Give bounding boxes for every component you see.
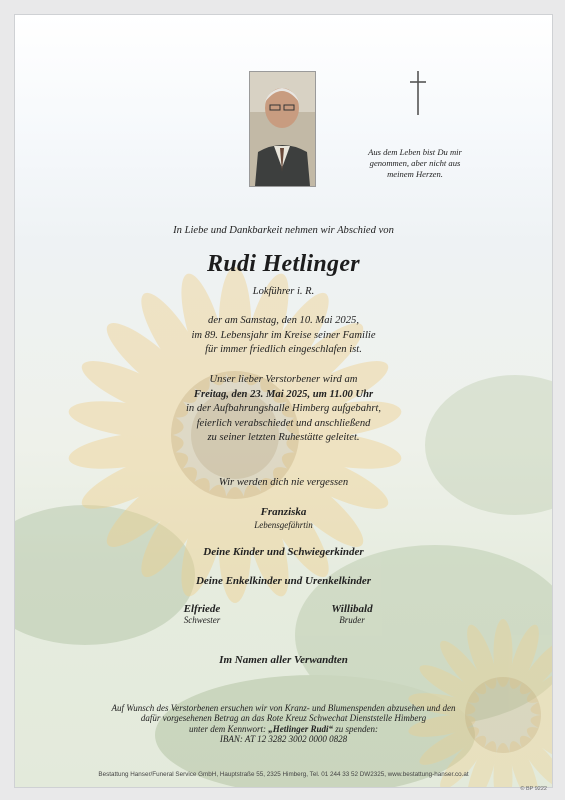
never-forget-text: Wir werden dich nie vergessen	[218, 477, 349, 488]
partner-role: Lebensgefährtin	[254, 520, 313, 530]
deceased-name: Rudi Hetlinger	[207, 251, 360, 277]
funeral-line: zu seiner letzten Ruhestätte geleitet.	[207, 432, 360, 443]
donation-iban: IBAN: AT 12 3282 3002 0000 0828	[219, 733, 348, 744]
obituary-card	[14, 14, 553, 788]
passing-line: der am Samstag, den 10. Mai 2025,	[208, 315, 359, 326]
donation-keyword: „Hetlinger Rudi“	[268, 723, 333, 734]
donation-keyword-label: unter dem Kennwort:	[188, 723, 269, 734]
funeral-line: in der Aufbahrungshalle Himberg aufgebahrt,	[185, 403, 382, 414]
grandchildren-line: Deine Enkelkinder und Urenkelkinder	[195, 575, 372, 587]
document-code: © BP 9222	[520, 786, 547, 792]
passing-line: für immer friedlich eingeschlafen ist.	[205, 344, 362, 355]
intro-text: In Liebe und Dankbarkeit nehmen wir Abschied von	[173, 225, 394, 236]
donation-line: dafür vorgesehenen Betrag an das Rote Kreuz Schwechat Dienststelle Himberg	[140, 713, 427, 724]
sister-name: Elfriede	[183, 603, 221, 615]
sister-role: Schwester	[183, 615, 221, 625]
portrait-photo	[249, 71, 316, 187]
relatives-line: Im Namen aller Verwandten	[219, 654, 348, 666]
deceased-occupation: Lokführer i. R.	[252, 286, 315, 297]
donation-line	[15, 724, 552, 734]
funeral-date: Freitag, den 23. Mai 2025, um 11.00 Uhr	[193, 388, 374, 400]
brother-role: Bruder	[339, 615, 365, 625]
donation-paragraph	[15, 703, 552, 744]
quote-line: meinem Herzen.	[387, 169, 443, 179]
funeral-home-footer: Bestattung Hanser/Funeral Service GmbH, Hauptstraße 55, 2325 Himberg, Tel. 01 244 33 52 DW2325, www.bestattung-hanser.co.at	[98, 771, 469, 778]
passing-line: im 89. Lebensjahr im Kreise seiner Familie	[191, 329, 376, 341]
funeral-line: Unser lieber Verstorbener wird am	[209, 374, 358, 385]
donation-line: Auf Wunsch des Verstorbenen ersuchen wir von Kranz- und Blumenspenden abzusehen und den	[111, 703, 456, 713]
quote-line: Aus dem Leben bist Du mir	[368, 147, 462, 157]
brother-name: Willibald	[331, 603, 373, 615]
funeral-paragraph	[15, 373, 552, 446]
passing-paragraph	[15, 314, 552, 358]
cross-icon	[408, 71, 428, 115]
funeral-line: feierlich verabschiedet und anschließend	[196, 417, 371, 429]
partner-name: Franziska	[260, 506, 307, 518]
donation-keyword-suffix: zu spenden:	[333, 723, 378, 734]
memorial-quote	[351, 147, 479, 180]
children-line: Deine Kinder und Schwiegerkinder	[203, 546, 364, 558]
sibling-brother	[252, 603, 452, 625]
quote-line: genommen, aber nicht aus	[369, 158, 461, 168]
